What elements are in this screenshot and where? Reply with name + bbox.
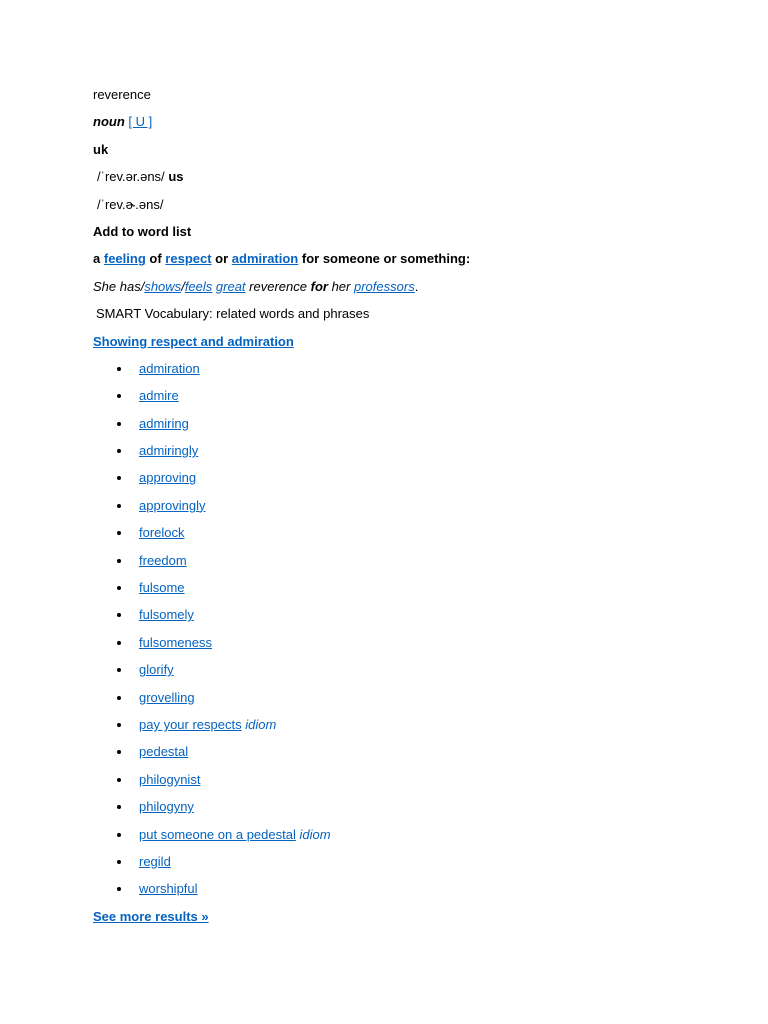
- related-word-link[interactable]: regild: [139, 853, 171, 869]
- uk-label-text: uk: [93, 141, 109, 157]
- related-word-link[interactable]: admiration: [139, 360, 200, 376]
- related-word-link[interactable]: philogyny: [139, 799, 194, 815]
- related-word-link[interactable]: forelock: [139, 525, 185, 541]
- list-item: [93, 826, 733, 853]
- example-text: She has/: [93, 278, 145, 294]
- list-item: [93, 360, 733, 387]
- see-more-results-link[interactable]: See more results »: [93, 908, 209, 924]
- list-item: [93, 552, 733, 579]
- list-item: [93, 798, 733, 825]
- related-word-link[interactable]: grovelling: [139, 689, 195, 705]
- example-link-great[interactable]: great: [215, 278, 246, 294]
- example-sentence: [93, 278, 733, 305]
- related-word-link[interactable]: put someone on a pedestal: [139, 826, 296, 842]
- list-item: [93, 743, 733, 770]
- list-item: [93, 606, 733, 633]
- smart-topic-link[interactable]: Showing respect and admiration: [93, 333, 294, 349]
- list-item: [93, 853, 733, 880]
- add-to-word-list[interactable]: [93, 223, 733, 250]
- example-text: her: [331, 278, 351, 294]
- related-word-link[interactable]: pedestal: [139, 744, 189, 760]
- related-word-link[interactable]: admiring: [139, 415, 189, 431]
- definition-text: or: [215, 251, 229, 267]
- example-keyword: for: [310, 278, 328, 294]
- definition-text: a: [93, 251, 101, 267]
- example-text: /: [181, 278, 185, 294]
- headword: [93, 86, 733, 113]
- related-word-link[interactable]: fulsomely: [139, 607, 194, 623]
- smart-vocabulary-heading: [93, 305, 733, 332]
- uk-label: [93, 141, 733, 168]
- list-item: [93, 634, 733, 661]
- list-item: [93, 387, 733, 414]
- example-text: reverence: [249, 278, 307, 294]
- example-link-feels[interactable]: feels: [184, 278, 213, 294]
- add-to-word-list-label: Add to word list: [93, 223, 192, 239]
- list-item: [93, 497, 733, 524]
- related-word-link[interactable]: admiringly: [139, 443, 199, 459]
- headword-text: reverence: [93, 87, 151, 102]
- list-item: [93, 771, 733, 798]
- smart-vocabulary-heading-text: SMART Vocabulary: related words and phrases: [96, 306, 370, 322]
- part-of-speech: noun: [93, 114, 125, 130]
- related-word-link[interactable]: glorify: [139, 662, 174, 678]
- example-text: .: [414, 278, 419, 294]
- list-item: [93, 442, 733, 469]
- part-of-speech-line: [93, 113, 733, 140]
- list-item: [93, 579, 733, 606]
- dictionary-entry: [93, 86, 733, 935]
- related-word-link[interactable]: admire: [139, 388, 179, 404]
- see-more-results: [93, 908, 733, 935]
- example-link-professors[interactable]: professors: [354, 278, 415, 294]
- idiom-tag: idiom: [245, 716, 277, 732]
- related-word-link[interactable]: worshipful: [139, 881, 198, 897]
- related-word-link[interactable]: fulsomeness: [139, 634, 212, 650]
- list-item: [93, 661, 733, 688]
- list-item: [93, 469, 733, 496]
- example-link-shows[interactable]: shows: [144, 278, 182, 294]
- uk-pronunciation-line: [93, 168, 733, 195]
- us-label: us: [168, 169, 184, 185]
- list-item: [93, 689, 733, 716]
- related-word-link[interactable]: freedom: [139, 552, 187, 568]
- grammar-code-link[interactable]: [ U ]: [128, 114, 153, 130]
- related-words-list: [93, 360, 733, 908]
- definition-link-feeling[interactable]: feeling: [103, 251, 146, 267]
- definition-link-respect[interactable]: respect: [165, 251, 212, 267]
- list-item: [93, 524, 733, 551]
- definition: [93, 250, 733, 277]
- list-item: [93, 716, 733, 743]
- uk-pronunciation: /ˈrev.ər.əns/: [97, 169, 165, 185]
- us-pronunciation-line: [93, 196, 733, 223]
- list-item: [93, 880, 733, 907]
- smart-topic: [93, 333, 733, 360]
- definition-link-admiration[interactable]: admiration: [231, 251, 299, 267]
- idiom-tag: idiom: [299, 826, 331, 842]
- related-word-link[interactable]: pay your respects: [139, 716, 242, 732]
- related-word-link[interactable]: philogynist: [139, 771, 201, 787]
- definition-text: of: [149, 251, 162, 267]
- us-pronunciation: /ˈrev.ɚ.əns/: [97, 196, 164, 212]
- definition-text: for someone or something:: [301, 251, 471, 267]
- related-word-link[interactable]: approving: [139, 470, 197, 486]
- related-word-link[interactable]: fulsome: [139, 580, 185, 596]
- related-word-link[interactable]: approvingly: [139, 497, 206, 513]
- list-item: [93, 415, 733, 442]
